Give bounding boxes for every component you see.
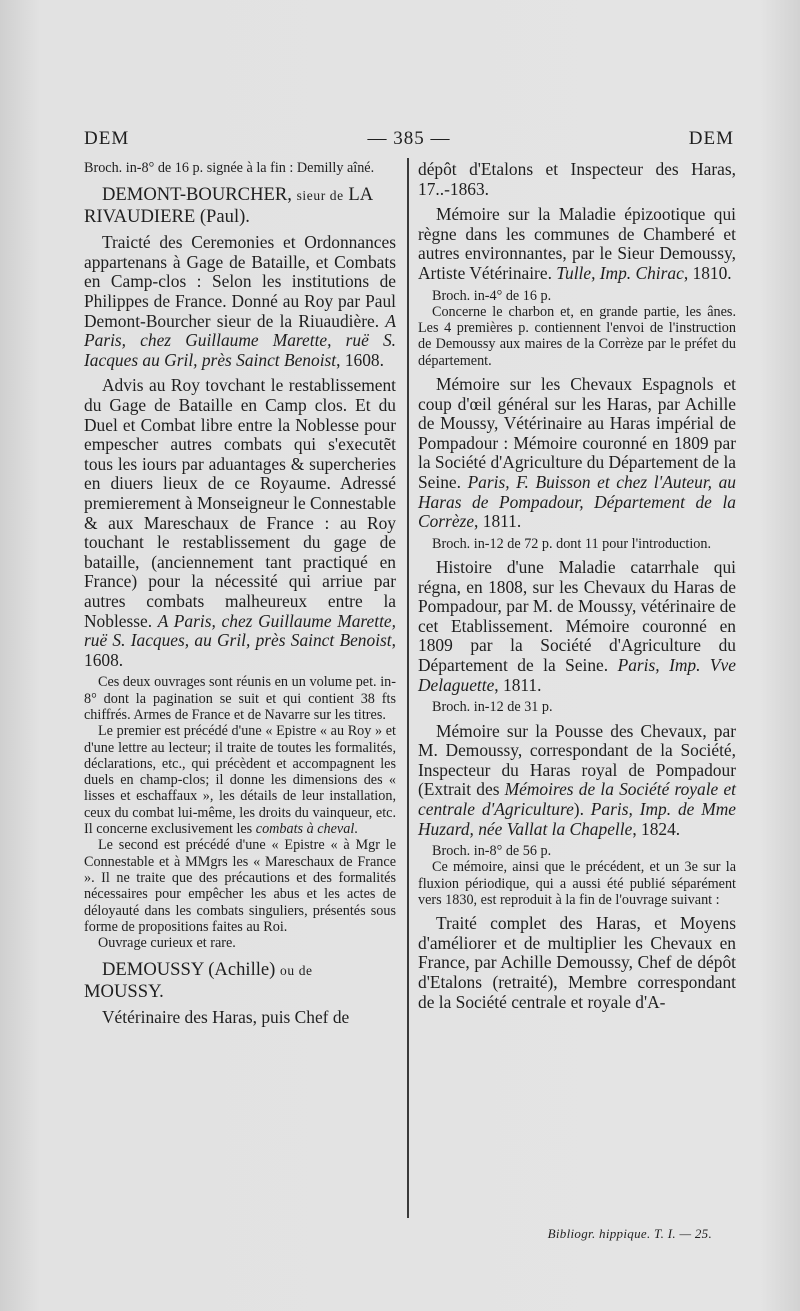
note-ce-memoire: Ce mémoire, ainsi que le précédent, et un 3e sur la fluxion périodique, qui a aussi été publié séparément vers 1830, est reproduit à la fin de l'ouvrage suivant :	[418, 859, 736, 908]
note-broch-3: Broch. in-12 de 31 p.	[432, 699, 553, 716]
bio-demoussy: Vétérinaire des Haras, puis Chef de	[102, 1007, 350, 1028]
left-p1: Broch. in-8° de 16 p. signée à la fin : Demilly aîné.	[84, 160, 375, 176]
note-broch-1: Broch. in-4° de 16 p.	[432, 287, 552, 304]
left-column	[84, 160, 396, 1028]
entry-heading-demoussy: DEMOUSSY (Achille) ou de MOUSSY.	[84, 959, 313, 1003]
entry-traicte: Traicté des Ceremonies et Ordonnances appartenans à Gage de Bataille, et Combats en Camp-clos : Selon les institutions de Philippes de France. Donné au Roy par Paul Demont-Bourcher sieur de la Riuaudière. A Paris, chez Guillaume Marette, ruë S. Iacques au Gril, près Sainct Benoist, 1608.	[84, 232, 396, 370]
note-charbon: Concerne le charbon et, en grande partie, les ânes. Les 4 premières p. contiennent l'envoi de l'instruction de Demoussy aux maires de la Corrèze par le préfet du département.	[418, 303, 736, 369]
bio-continued: dépôt d'Etalons et Inspecteur des Haras, 17..-1863.	[418, 159, 736, 199]
column-divider	[407, 158, 409, 1218]
entry-chevaux-espagnols: Mémoire sur les Chevaux Espagnols et coup d'œil général sur les Haras, par Achille de Moussy, Vétérinaire au Haras impérial de Pompadour : Mémoire couronné en 1809 par la Société d'Agriculture du Département de la Seine. Paris, F. Buisson et chez l'Auteur, au Haras de Pompadour, Département de la Corrèze, 1811.	[418, 374, 736, 532]
header-right: DEM	[688, 128, 734, 149]
entry-memoire-epizootique: Mémoire sur la Maladie épizootique qui règne dans les communes de Chamberé et autres environnantes, par le Sieur Demoussy, Artiste Vétérinaire. Tulle, Imp. Chirac, 1810.	[418, 204, 736, 283]
note-premier: Le premier est précédé d'une « Epistre « au Roy » et d'une lettre au lecteur; il traite de toutes les formalités, déclarations, etc., qui précèdent et accompagnent les duels en champ-clos; il donne les dimensions des « lisses et eschaffaux », les détails de leur installation, ceux du combat lui-même, les droits du vainqueur, etc. Il concerne exclusivement les combats à cheval.	[84, 723, 396, 838]
note-curieux: Ouvrage curieux et rare.	[98, 935, 236, 952]
note-broch-2: Broch. in-12 de 72 p. dont 11 pour l'introduction.	[432, 535, 712, 552]
entry-maladie-catarrhale: Histoire d'une Maladie catarrhale qui régna, en 1808, sur les Chevaux du Haras de Pompadour, par M. de Moussy, vétérinaire de cet Etablissement. Mémoire couronné en 1809 par la Société d'Agriculture du Département de la Seine. Paris, Imp. Vve Delaguette, 1811.	[418, 557, 736, 695]
right-column	[418, 160, 736, 1012]
note-second: Le second est précédé d'une « Epistre « à Mgr le Connestable et à MMgrs les « Mareschaux de France ». Il ne traite que des précautions et des formalités nécessaires pour empêcher les abus et les actes de déloyauté dans les combats singuliers, présentés sous forme de propositions faites au Roi.	[84, 837, 396, 935]
footer-signature: Bibliogr. hippique. T. I. — 25.	[547, 1226, 712, 1241]
page-number: — 385 —	[367, 128, 451, 149]
entry-pousse: Mémoire sur la Pousse des Chevaux, par M. Demoussy, correspondant de la Société, Inspecteur du Haras royal de Pompadour (Extrait des Mémoires de la Société royale et centrale d'Agriculture). Paris, Imp. de Mme Huzard, née Vallat la Chapelle, 1824.	[418, 720, 736, 839]
entry-traite-complet: Traité complet des Haras, et Moyens d'améliorer et de multiplier les Chevaux en France, par Achille Demoussy, Chef de dépôt d'Etalons (retraité), Membre correspondant de la Société centrale et royale d'A-	[418, 913, 736, 1012]
note-broch-4: Broch. in-8° de 56 p.	[432, 843, 552, 860]
entry-advis: Advis au Roy tovchant le restablissement du Gage de Bataille en Camp clos. Et du Duel et Combat libre entre la Noblesse pour empescher autres combats qui s'executẽt tous les iours par aduantages & supercheries en diuers lieux de ce Royaume. Adressé premierement à Monseigneur le Connestable & aux Mareschaux de France : au Roy touchant le restablissement du gage de bataille, (anciennement tant practiqué en France) pour la nécessité qui arriue par autres combats malheureux entre la Noblesse. A Paris, chez Guillaume Marette, ruë S. Iacques, au Gril, près Sainct Benoist, 1608.	[84, 375, 396, 670]
header-left: DEM	[84, 128, 130, 149]
entry-heading-demont-bourcher: DEMONT-BOURCHER, sieur de LA RIVAUDIERE (Paul).	[84, 184, 373, 228]
running-header	[84, 128, 734, 158]
note-reunis: Ces deux ouvrages sont réunis en un volume pet. in-8° dont la pagination se suit et qui contient 38 fts chiffrés. Armes de France et de Navarre sur les titres.	[84, 674, 396, 723]
